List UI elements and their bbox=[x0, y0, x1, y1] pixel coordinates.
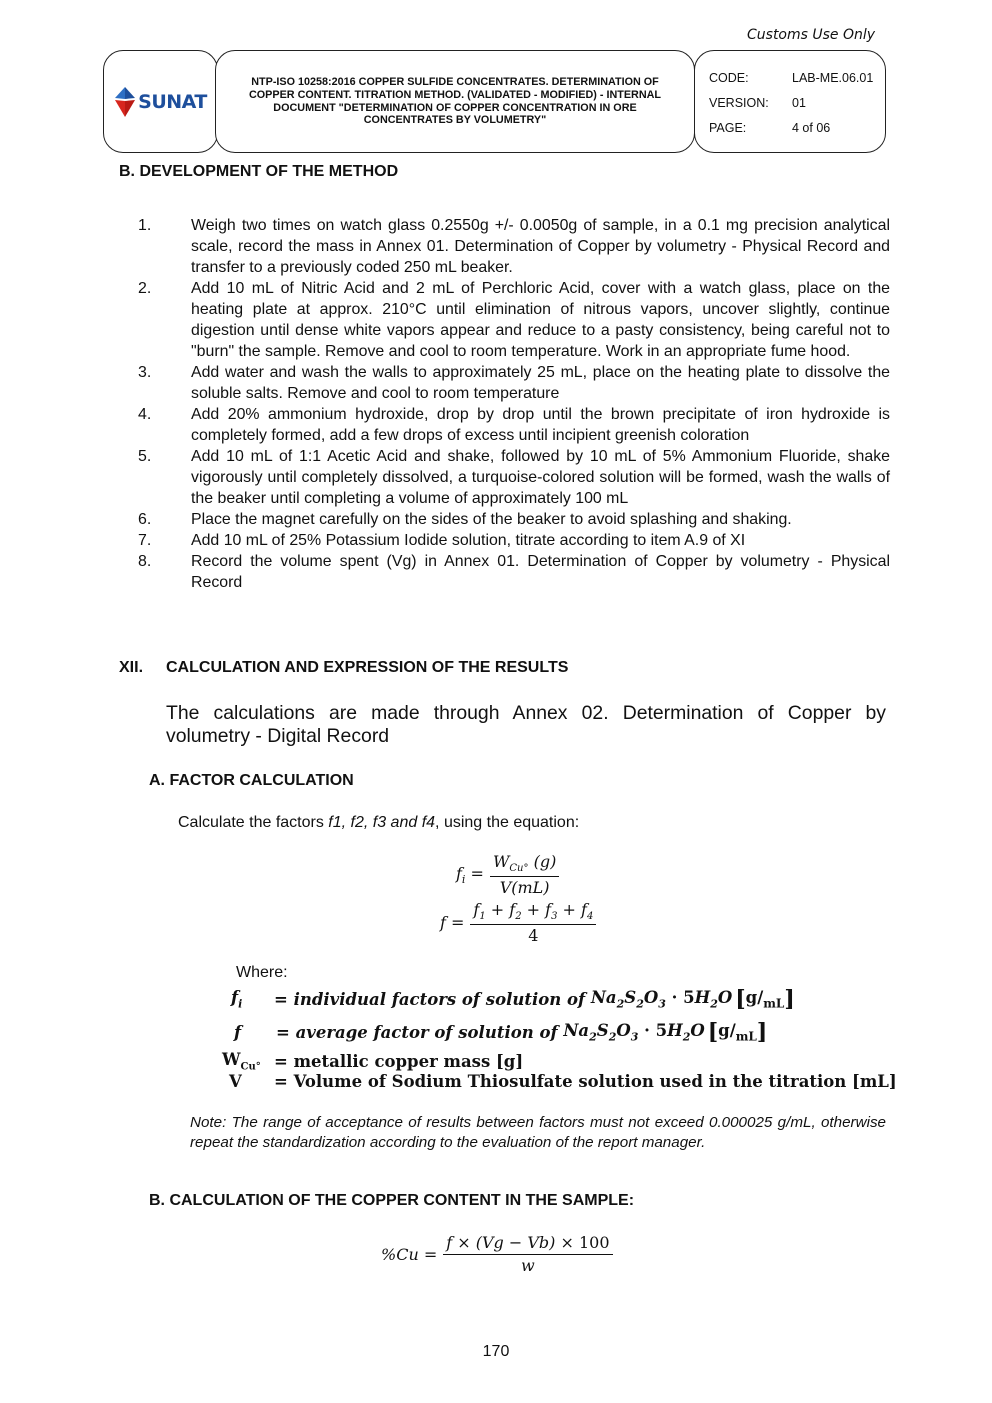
list-item bbox=[136, 530, 890, 551]
customs-use-label: Customs Use Only bbox=[747, 27, 876, 43]
logo-text: SUNAT bbox=[138, 90, 207, 113]
step-text: Add 10 mL of 1:1 Acetic Acid and shake, followed by 10 mL of 5% Ammonium Fluoride, shake vigorously until completely dissolved, a turquoise-colored solution will be formed, wash the walls of the beaker until completing a volume of approximately 100 mL bbox=[191, 448, 890, 507]
definition-v-text: Volume of Sodium Thiosulfate solution used in the titration [mL] bbox=[293, 1072, 897, 1091]
document-code-box bbox=[694, 50, 886, 153]
equation-copper-percent: %Cu = $\frac{f \times (Vg - Vb) \times 100}{w}$ bbox=[381, 1233, 613, 1275]
step-text: Add 20% ammonium hydroxide, drop by drop until the brown precipitate of iron hydroxide is completely formed, add a few drops of excess until incipient greenish coloration bbox=[191, 406, 890, 444]
definition-fi: $f_i$ = individual factors of solution of $Na_2S_2O_3 \cdot 5H_2O$ [ $g/_{mL}$ ] bbox=[231, 986, 795, 1012]
version-value: 01 bbox=[792, 96, 806, 110]
step-number: 1. bbox=[138, 217, 152, 234]
list-item bbox=[136, 509, 890, 530]
factor-calculation-heading: A. FACTOR CALCULATION bbox=[149, 772, 354, 789]
step-number: 3. bbox=[138, 364, 152, 381]
step-number: 7. bbox=[138, 532, 152, 549]
sunat-logo-icon bbox=[114, 86, 136, 118]
factor-intro-text-end: , using the equation: bbox=[435, 814, 580, 831]
logo-box bbox=[103, 50, 218, 153]
document-title-box bbox=[215, 50, 695, 153]
step-number: 8. bbox=[138, 553, 152, 570]
step-text: Place the magnet carefully on the sides of the beaker to avoid splashing and shaking. bbox=[191, 511, 792, 528]
step-text: Add 10 mL of Nitric Acid and 2 mL of Perchloric Acid, cover with a watch glass, place on the heating plate at approx. 210°C until elimination of nitrous vapors, uncover slightly, continue digestion until dense white vapors appear and reduce to a pasty consistency, being careful not to "burn" the sample. Remove and cool to room temperature. Work in an appropriate fume hood. bbox=[191, 280, 890, 360]
definition-fi-text: individual factors of solution of bbox=[293, 989, 586, 1009]
definition-w: $W_{Cu^\circ}$ = metallic copper mass [g] bbox=[222, 1050, 524, 1073]
development-heading: B. DEVELOPMENT OF THE METHOD bbox=[119, 163, 399, 180]
step-text: Weigh two times on watch glass 0.2550g +/- 0.0050g of sample, in a 0.1 mg precision analytical scale, record the mass in Annex 01. Determination of Copper by volumetry - Physical Record and transfer to a previously coded 250 mL beaker. bbox=[191, 217, 890, 276]
list-item bbox=[136, 446, 890, 509]
definition-w-text: metallic copper mass [g] bbox=[293, 1051, 524, 1071]
definition-f: f = average factor of solution of $Na_2S_2O_3 \cdot 5H_2O$ [ $g/_{mL}$ ] bbox=[234, 1019, 768, 1045]
sunat-logo bbox=[114, 86, 207, 118]
step-text: Record the volume spent (Vg) in Annex 01. Determination of Copper by volumetry - Physical Record bbox=[191, 553, 890, 591]
page-value: 4 of 06 bbox=[792, 121, 831, 135]
code-label: CODE: bbox=[709, 71, 749, 85]
where-label: Where: bbox=[236, 964, 288, 981]
calculation-intro: The calculations are made through Annex 02. Determination of Copper by volumetry - Digital Record bbox=[166, 702, 886, 747]
version-label: VERSION: bbox=[709, 96, 769, 110]
list-item bbox=[136, 404, 890, 446]
page-number: 170 bbox=[482, 1343, 510, 1360]
step-number: 6. bbox=[138, 511, 152, 528]
equation-average-factor: f = $\frac{f_1 + f_2 + f_3 + f_4}{4}$ bbox=[440, 900, 596, 945]
code-value: LAB-ME.06.01 bbox=[792, 71, 874, 85]
section-xii-number: XII. bbox=[119, 659, 144, 676]
factor-intro-text: Calculate the factors bbox=[178, 814, 329, 831]
page-label: PAGE: bbox=[709, 121, 747, 135]
section-xii-heading: CALCULATION AND EXPRESSION OF THE RESULTS bbox=[166, 659, 569, 676]
copper-content-heading: B. CALCULATION OF THE COPPER CONTENT IN THE SAMPLE: bbox=[149, 1192, 635, 1209]
definition-v: V = Volume of Sodium Thiosulfate solution used in the titration [mL] bbox=[229, 1072, 897, 1091]
factor-intro bbox=[178, 814, 579, 832]
definition-f-text: average factor of solution of bbox=[295, 1022, 558, 1042]
document-title: NTP-ISO 10258:2016 COPPER SULFIDE CONCENTRATES. DETERMINATION OF COPPER CONTENT. TITRATION METHOD. (VALIDATED - MODIFIED) - INTERNAL DOCUMENT "DETERMINATION OF COPPER CONCENTRATION IN ORE CONCENTRATES BY VOLUMETRY" bbox=[248, 75, 662, 127]
equation-individual-factor: $f_i$ = $\frac{W_{Cu^\circ} (g)}{V(mL)}$ bbox=[456, 852, 559, 897]
list-item bbox=[136, 551, 890, 593]
factor-intro-italic: f1, f2, f3 and f4 bbox=[328, 814, 436, 831]
step-number: 2. bbox=[138, 280, 152, 297]
step-number: 4. bbox=[138, 406, 152, 423]
step-number: 5. bbox=[138, 448, 152, 465]
step-text: Add water and wash the walls to approximately 25 mL, place on the heating plate to dissolve the soluble salts. Remove and cool to room temperature bbox=[191, 364, 890, 402]
list-item bbox=[136, 362, 890, 404]
acceptance-note: Note: The range of acceptance of results between factors must not exceed 0.000025 g/mL, otherwise repeat the standardization according to the evaluation of the report manager. bbox=[190, 1114, 886, 1151]
method-steps-list bbox=[136, 215, 890, 593]
list-item bbox=[136, 215, 890, 278]
list-item bbox=[136, 278, 890, 362]
step-text: Add 10 mL of 25% Potassium Iodide solution, titrate according to item A.9 of XI bbox=[191, 532, 746, 549]
